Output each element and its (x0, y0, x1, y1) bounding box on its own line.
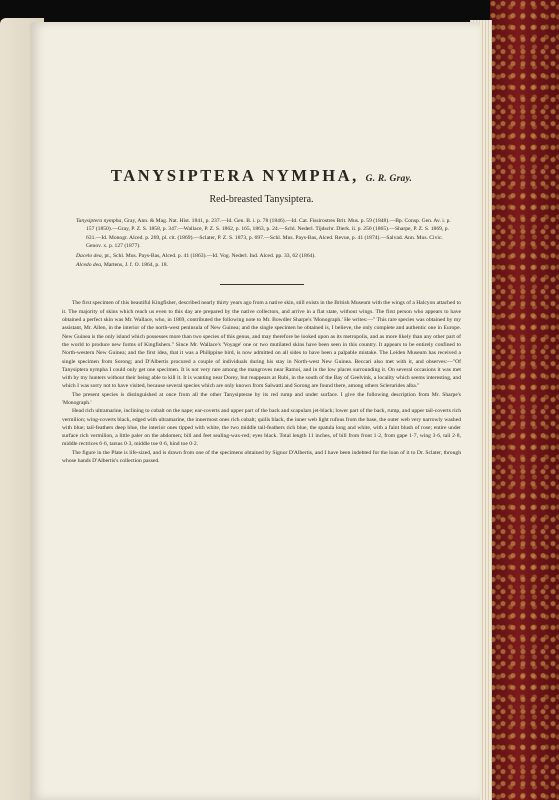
section-divider (220, 284, 304, 285)
paragraph: The figure in the Plate is life-sized, and is drawn from one of the specimens obtained by Signor D'Albertis, and I have been indebted for the loan of it to Dr. Sclater, through whose hands D'Albertis's collection passed. (62, 449, 461, 465)
synonymy-references (76, 217, 455, 269)
reference-entry: Alcedo dea, Martens, J. f. O. 1864, p. 18. (76, 262, 168, 269)
reference-entry: Tanysiptera nympha, Gray, Ann. & Mag. Nat. Hist. 1841, p. 237.—Id. Gen. B. i. p. 78 (1846).—Id. Cat. Fissirostres Brit. Mus. p. 59 (1848).—Bp. Consp. Gen. Av. i. p. 157 (1850).—Gray, P. Z. S. 1858, p. 347.—Wallace, P. Z. S. 1862, p. 165, 1863, p. 24.—Schl. Nederl. Tijdschr. Dierk. ii. p. 250 (1865).—Sharpe, P. Z. S. 1869, p. 631.—Id. Monogr. Alced. p. 269, pl. cit. (1869).—Sclater, P. Z. S. 1873, p. 697.—Schl. Mus. Pays-Bas, Alced. Revue, p. 41 (1874).—Salvad. Ann. Mus. Civic. Genov. x. p. 127 (1877). (76, 218, 451, 250)
book-binding (490, 0, 559, 800)
plate-title (62, 166, 461, 186)
species-name: TANYSIPTERA NYMPHA, (110, 166, 359, 185)
reference-entry: Dacelo dea, pt., Schl. Mus. Pays-Bas, Alced. p. 41 (1863).—Id. Vog. Nederl. Ind. Alced. pp. 33, 62 (1864). (76, 252, 316, 259)
common-name: Red-breasted Tanysiptera. (209, 194, 314, 205)
paragraph: The first specimen of this beautiful Kingfisher, described nearly thirty years ago from a native skin, still exists in the British Museum with the wings of a Halcyon attached to it. The majority of skins which reach us even to this day are prepared by the native collectors, and arrive in a flat state, without wings. The first person who appears to have obtained a perfect skin was Mr. Wallace, who, in 1869, contributed the following note to Mr. Bowdler Sharpe's 'Monograph.' He writes:—" This rare species was obtained by my assistant, Mr. Allen, in the interior of the north-west peninsula of New Guinea; and the single specimen he obtained is, I believe, the only complete and authentic one in Europe. New Guinea is the only island which possesses more than two species of this genus, and may therefore be looked upon as its metropolis, and as more likely than any other part of the world to produce new forms of Kingfishers." Since Mr. Wallace's 'Voyage' one or two mutilated skins have been seen in this country. It appears to be entirely confined to North-western New Guinea; and the first idea, that it was a Philippine bird, is now admitted on all sides to have been a palpable mistake. The Leiden Museum has received a single specimen from Sorong; and D'Albertis procured a couple of individuals during his stay in North-west New Guinea. Beccari also met with it, and observes:—"Of Tanysiptera nympha I could only get one specimen. It is not very rare among the mangroves near Ramoi, and in the low places surrounding it. On several occasions it was met with by my hunters without their being able to kill it. It is wanting near Dorey, but reappears at Rubi, in the south of the Bay of Geelvink, a locality which seems interesting, and which I was sorry not to have visited, because several species which are only known from Salwatti and Sorong are found there, among others Sclerurides alba." (62, 300, 461, 390)
body-text (62, 299, 461, 465)
paragraph: Head rich ultramarine, inclining to cobalt on the nape; ear-coverts and upper part of the back and scapulars jet-black; lower part of the back, rump, and upper tail-coverts rich vermilion; wing-coverts black, edged with ultramarine, the innermost ones rich cobalt; quills black, the inner web light rufous from the base, the outer web very narrowly washed with blue; tail-feathers deep blue, the interior ones tipped with white, the two middle tail-feathers rich blue, the spatula long and white, with a faint blush of rose; entire under surface rich vermilion, a little paler on the abdomen; bill and feet sealing-wax-red; eyes black. Total length 11 inches, of bill from front 1·2, from gape 1·7, wing 3·6, tail 2·8, middle rectrices 6·6, tarsus 0·3, middle toe 0·6, hind toe 0·2. (62, 408, 461, 448)
page-content (62, 166, 461, 465)
paragraph: The present species is distinguished at once from all the other Tanysipterae by its red rump and under surface. I give the following description from Mr. Sharpe's 'Monograph.' (62, 391, 461, 406)
species-author: G. R. Gray. (365, 174, 413, 184)
